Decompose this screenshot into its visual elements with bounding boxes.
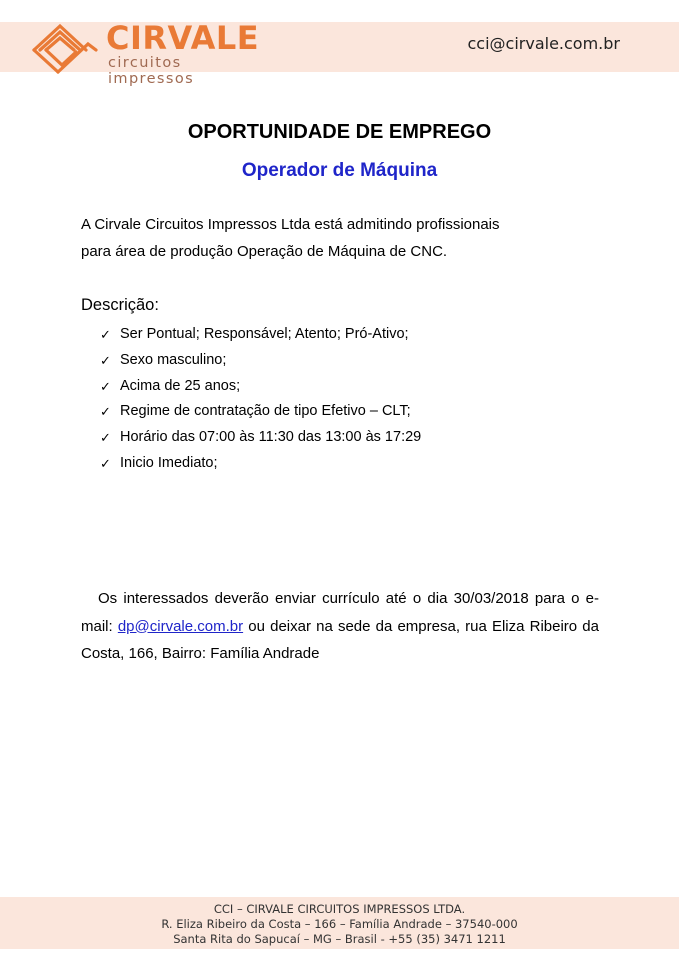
intro-line-1: A Cirvale Circuitos Impressos Ltda está admitindo profissionais bbox=[81, 216, 500, 233]
list-item: ✓ Ser Pontual; Responsável; Atento; Pró-Ativo; bbox=[100, 322, 421, 348]
header-email[interactable]: cci@cirvale.com.br bbox=[467, 34, 620, 53]
check-icon: ✓ bbox=[100, 455, 111, 471]
intro-line-2: para área de produção Operação de Máquina de CNC. bbox=[81, 243, 448, 260]
footer-address bbox=[0, 902, 679, 947]
logo-tagline: circuitos impressos bbox=[108, 55, 195, 87]
closing-text-before-link: Os interessados deverão enviar currículo até o dia 30/03/2018 para o e-mail: bbox=[81, 590, 599, 635]
check-icon: ✓ bbox=[100, 378, 111, 394]
list-item: ✓ Sexo masculino; bbox=[100, 348, 421, 374]
list-item: ✓ Inicio Imediato; bbox=[100, 451, 421, 477]
footer-city-phone: Santa Rita do Sapucaí – MG – Brasil - +55 (35) 3471 1211 bbox=[173, 932, 506, 946]
footer-street: R. Eliza Ribeiro da Costa – 166 – Família Andrade – 37540-000 bbox=[161, 917, 518, 931]
intro-paragraph bbox=[81, 211, 601, 265]
check-icon: ✓ bbox=[100, 352, 111, 368]
email-link[interactable]: dp@cirvale.com.br bbox=[117, 617, 244, 635]
closing-text-after-link: ou deixar na sede da empresa, rua Eliza Ribeiro da Costa, 166, Bairro: Família Andrade bbox=[81, 617, 599, 662]
page-title: OPORTUNIDADE DE EMPREGO bbox=[187, 121, 492, 143]
requirements-list bbox=[100, 322, 421, 477]
job-title: Operador de Máquina bbox=[241, 160, 438, 181]
company-logo bbox=[20, 18, 260, 87]
closing-paragraph bbox=[81, 585, 599, 668]
list-item: ✓ Horário das 07:00 às 11:30 das 13:00 às 17:29 bbox=[100, 425, 421, 451]
description-label: Descrição: bbox=[81, 296, 159, 314]
logo-diamond-icon bbox=[28, 20, 100, 76]
list-item: ✓ Acima de 25 anos; bbox=[100, 374, 421, 400]
list-item: ✓ Regime de contratação de tipo Efetivo – CLT; bbox=[100, 399, 421, 425]
logo-name: CIRVALE bbox=[106, 19, 260, 57]
check-icon: ✓ bbox=[100, 327, 111, 342]
check-icon: ✓ bbox=[100, 430, 111, 446]
check-icon: ✓ bbox=[100, 404, 111, 420]
footer-company-name: CCI – CIRVALE CIRCUITOS IMPRESSOS LTDA. bbox=[213, 902, 466, 916]
